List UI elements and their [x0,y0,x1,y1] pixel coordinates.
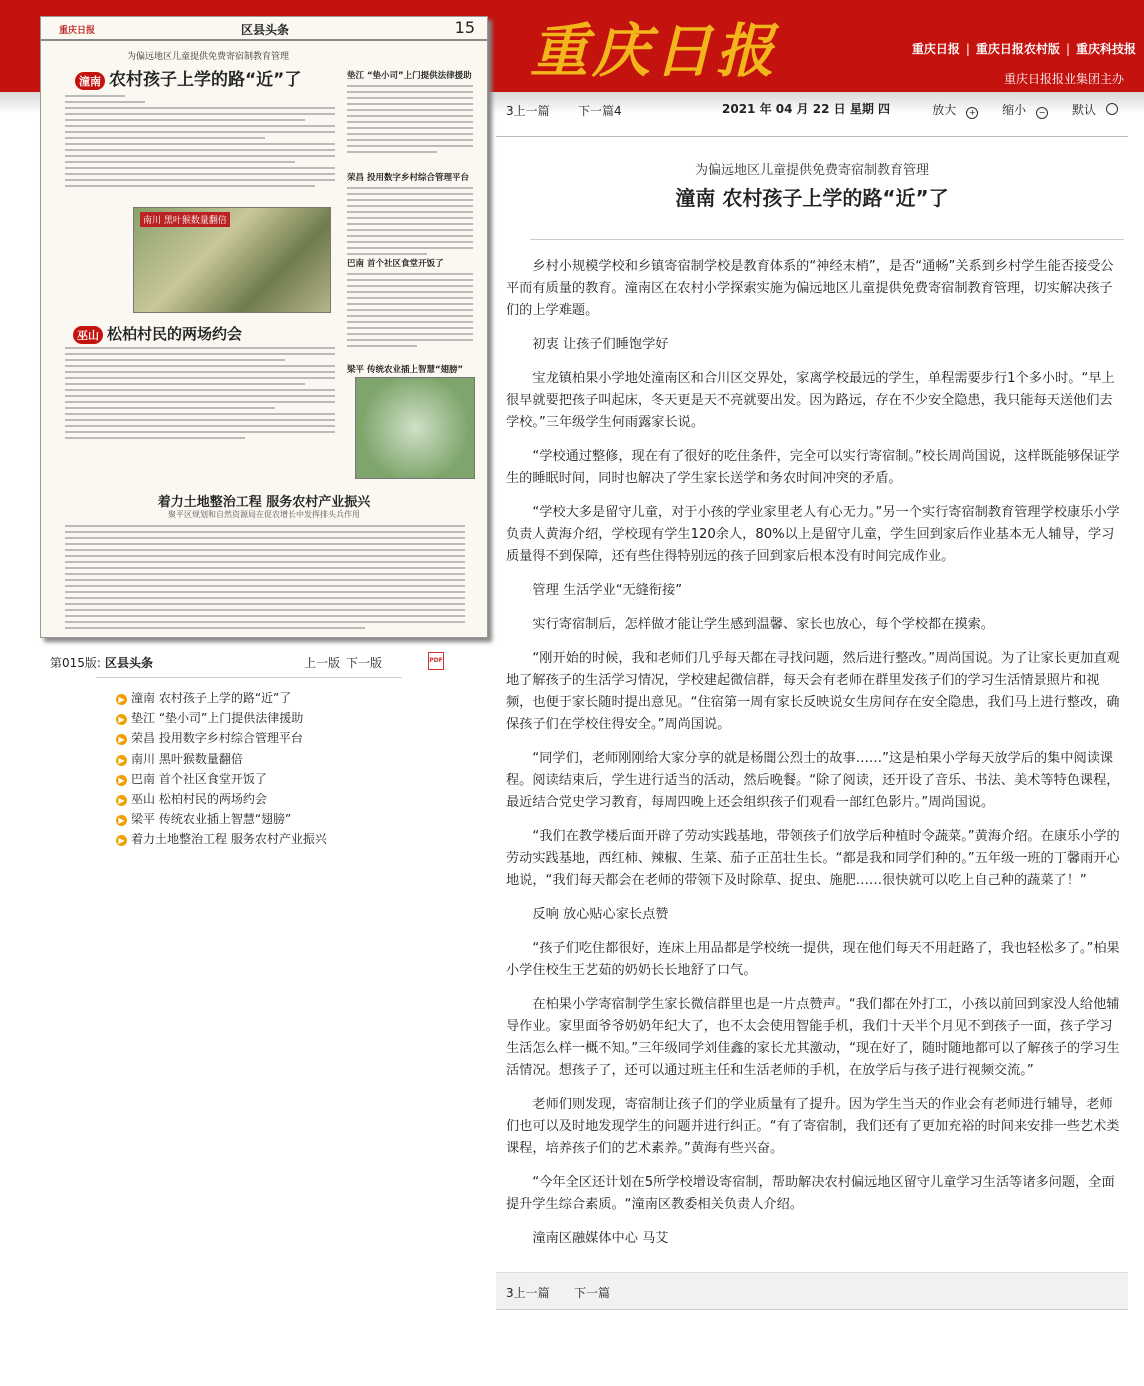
arrow-icon: ▶ [116,835,127,846]
list-item-label[interactable]: 南川 黑叶猴数量翻倍 [131,751,243,766]
article-list [116,688,327,850]
monkey-photo[interactable] [133,207,331,313]
minus-icon: − [1036,107,1048,119]
paragraph: “今年全区还计划在5所学校增设寄宿制，帮助解决农村偏远地区留守儿童学习生活等诸多问题，全面提升学生综合素质。“潼南区教委相关负责人介绍。 [506,1175,1115,1212]
toc-divider [96,677,402,678]
paper-headline-3[interactable]: 着力土地整治工程 服务农村产业振兴 [157,495,371,510]
paragraph: “我们在教学楼后面开辟了劳动实践基地，带领孩子们放学后种植时令蔬菜。”黄海介绍。在康乐小学的劳动实践基地，西红柿、辣椒、生菜、茄子正茁壮生长。“都是我和同学们种的。”五年级一班的丁馨雨开心地说，“我们每天都会在老师的带领下及时除草、捉虫、施肥……很快就可以吃上自己种的蔬菜了！” [506,829,1120,888]
list-item[interactable] [116,829,327,849]
arrow-icon: ▶ [116,694,127,705]
list-item[interactable] [116,789,327,809]
prev-page-link[interactable]: 上一版 [304,656,341,670]
issue-date: 2021 年 04 月 22 日 星期 四 [722,102,891,116]
paragraph: 在柏果小学寄宿制学生家长微信群里也是一片点赞声。“我们都在外打工，小孩以前回到家没人给他辅导作业。家里面爷爷奶奶年纪大了，也不太会使用智能手机，我们十天半个月见不到孩子一面，孩子学习生活怎么样一概不知。”三年级同学刘佳鑫的家长尤其激动，“现在好了，随时随地都可以了解孩子的学习生活情况。想孩子了，还可以通过班主任和生活老师的手机，在放学后与孩子进行视频交流。” [506,997,1120,1078]
arrow-icon: ▶ [116,714,127,725]
default-size-button[interactable] [1062,103,1118,117]
newspaper-logo[interactable]: 重庆日报 [530,17,779,85]
list-item-label[interactable]: 荣昌 投用数字乡村综合管理平台 [131,731,303,746]
paper-side-4[interactable]: 梁平 传统农业插上智慧“翅膀” [347,365,464,375]
list-item-label[interactable]: 垫江 “垫小司”上门提供法律援助 [131,711,304,726]
version-section: 区县头条 [104,656,153,670]
article-subtitle: 为偏远地区儿童提供免费寄宿制教育管理 [694,163,929,178]
list-item[interactable] [116,708,327,728]
bottom-nav [496,1272,1128,1310]
insect-photo [355,377,475,479]
host-text: 重庆日报报业集团主办 [1003,72,1124,86]
paper-side-1[interactable]: 垫江 “垫小司”上门提供法律援助 [347,71,472,81]
pdf-icon[interactable]: PDF [428,652,444,670]
paper-side-2[interactable]: 荣昌 投用数字乡村综合管理平台 [347,173,469,183]
paragraph: “学校通过整修，现在有了很好的吃住条件，完全可以实行寄宿制。”校长周尚国说，这样既能够保证学生的睡眠时间，同时也解决了学生家长送学和务农时间冲突的矛盾。 [506,449,1120,486]
paper-section: 区县头条 [241,23,290,37]
paragraph: 乡村小规模学校和乡镇寄宿制学校是教育体系的“神经末梢”，是否“通畅”关系到乡村学生能否接受公平而有质量的教育。潼南区在农村小学探索实施为偏远地区儿童提供免费寄宿制教育管理，切实解决孩子们的上学难题。 [506,259,1114,318]
section-heading: 管理 生活学业“无缝衔接” [532,583,683,598]
arrow-icon: ▶ [116,775,127,786]
article-title: 潼南 农村孩子上学的路“近”了 [675,186,949,210]
zoom-out-button[interactable] [992,103,1048,117]
section-heading: 初衷 让孩子们睡饱学好 [532,337,669,352]
bottom-next-link[interactable]: 下一篇 [574,1286,611,1300]
link-rural-edition[interactable]: 重庆日报农村版 [975,42,1060,56]
article-body [506,244,1124,1250]
list-item-label[interactable]: 巫山 松柏村民的两场约会 [131,791,267,806]
paper-page-number: 15 [454,18,475,37]
zoom-in-button[interactable] [922,103,978,117]
page-bar [50,654,450,671]
zoom-in-label: 放大 [932,103,957,117]
arrow-icon: ▶ [116,815,127,826]
paper-side-text-3 [347,273,473,351]
next-page-link[interactable]: 下一版 [346,656,383,670]
arrow-icon: ▶ [116,755,127,766]
list-item[interactable] [116,809,327,829]
list-item[interactable] [116,769,327,789]
paper-tag-wushan: 巫山 [73,326,103,344]
top-links: 重庆日报 | 重庆日报农村版 | 重庆科技报 [911,42,1136,56]
section-heading: 反响 放心贴心家长点赞 [532,907,669,922]
list-item[interactable] [116,749,327,769]
paper-headline-2-text: 松柏村民的两场约会 [107,325,243,343]
paper-header [41,17,487,41]
arrow-icon: ▶ [116,795,127,806]
paper-headline-text: 农村孩子上学的路“近”了 [109,70,302,90]
list-item-label[interactable]: 梁平 传统农业插上智慧“翅膀” [131,812,292,827]
paper-side-3[interactable]: 巴南 首个社区食堂开饭了 [347,259,444,269]
byline: 潼南区融媒体中心 马艾 [532,1231,669,1246]
version-label: 第015版: [50,656,101,670]
title-divider [530,239,1124,240]
paper-tag-tongnan: 潼南 [75,72,105,90]
paper-side-text-2 [347,187,473,259]
paper-subhead-3: 聚平区规划和自然资源局在促农增长中发挥排头兵作用 [168,510,360,519]
next-article-link[interactable]: 下一篇4 [578,104,622,118]
paragraph: “刚开始的时候，我和老师们几乎每天都在寻找问题，然后进行整改。”周尚国说。为了让家长更加直观地了解孩子的生活学习情况，学校建起微信群，每天会有老师在群里发孩子们的学习生活情景照片和视频，也便于家长随时提出意见。“住宿第一周有家长反映说女生房间存在安全隐患，我们马上进行整改，确保孩子们在学校住得安全。”周尚国说。 [506,651,1120,732]
circle-icon [1106,103,1118,115]
paragraph: “孩子们吃住都很好，连床上用品都是学校统一提供，现在他们每天不用赶路了，我也轻松多了。”柏果小学住校生王艺茹的奶奶长长地舒了口气。 [506,941,1120,978]
plus-icon: + [966,107,978,119]
paragraph: “同学们，老师刚刚给大家分享的就是杨闇公烈士的故事……”这是柏果小学每天放学后的集中阅读课程。阅读结束后，学生进行适当的活动，然后晚餐。“除了阅读，还开设了音乐、书法、美术等特色课程，最近结合党史学习教育，每周四晚上还会组织孩子们观看一部红色影片。”周尚国说。 [506,751,1120,810]
newspaper-page-image[interactable] [40,16,488,638]
paper-text-block [65,95,335,191]
paragraph: “学校大多是留守儿童，对于小孩的学业家里老人有心无力。”另一个实行寄宿制教育管理学校康乐小学负责人黄海介绍，学校现有学生120余人，80%以上是留守儿童，学生回到家后作业基本无人辅导，学习质量得不到保障，还有些住得特别远的孩子回到家后根本没有时间完成作业。 [506,505,1120,564]
paper-text-block-3 [65,525,465,633]
list-item-label[interactable]: 着力土地整治工程 服务农村产业振兴 [131,832,327,847]
list-item[interactable] [116,728,327,748]
paragraph: 实行寄宿制后，怎样做才能让学生感到温馨、家长也放心，每个学校都在摸索。 [532,617,994,632]
paper-side-text-1 [347,85,473,157]
link-chongqing-daily[interactable]: 重庆日报 [911,42,960,56]
article-nav [496,96,1128,137]
paper-text-block-2 [65,347,335,443]
paragraph: 老师们则发现，寄宿制让孩子们的学业质量有了提升。因为学生当天的作业会有老师进行辅导，老师们也可以及时地发现学生的问题并进行纠正。“有了寄宿制，我们还有了更加充裕的时间来安排一些艺术类课程，培养孩子们的艺术素养。”黄海有些兴奋。 [506,1097,1120,1156]
list-item[interactable] [116,688,327,708]
paragraph: 宝龙镇柏果小学地处潼南区和合川区交界处，家离学校最远的学生，单程需要步行1个多小时。“早上很早就要把孩子叫起床，冬天更是天不亮就要出发。因为路远，存在不少安全隐患，我只能每天送他们去学校。”三年级学生何雨露家长说。 [506,371,1115,430]
default-label: 默认 [1071,103,1096,117]
paper-headline-2[interactable] [73,323,242,344]
arrow-icon: ▶ [116,734,127,745]
prev-article-link[interactable]: 3上一篇 [506,104,550,118]
list-item-label[interactable]: 巴南 首个社区食堂开饭了 [131,771,267,786]
link-science-paper[interactable]: 重庆科技报 [1075,42,1136,56]
bottom-prev-link[interactable]: 3上一篇 [506,1286,550,1300]
paper-logo: 重庆日报 [59,26,96,36]
paper-subhead: 为偏远地区儿童提供免费寄宿制教育管理 [127,52,290,62]
photo-caption: 南川 黑叶猴数量翻倍 [140,212,230,227]
list-item-label[interactable]: 潼南 农村孩子上学的路“近”了 [131,691,292,705]
paper-headline[interactable] [75,65,301,90]
zoom-out-label: 缩小 [1002,103,1027,117]
zoom-controls [912,101,1118,119]
